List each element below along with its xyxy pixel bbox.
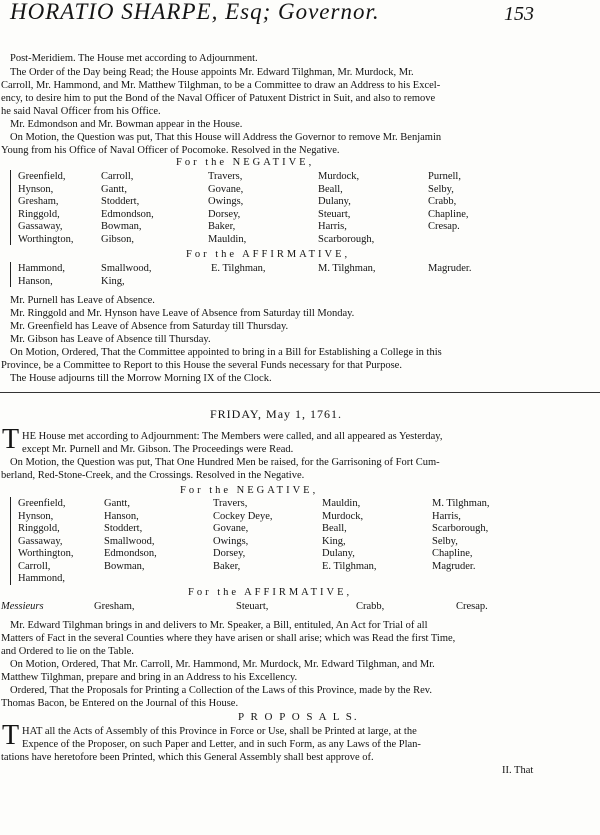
text-line: Mr. Edward Tilghman brings in and delivers to Mr. Speaker, a Bill, entituled, An Act for Trial of all (10, 620, 428, 631)
text-line: Ordered, That the Proposals for Printing a Collection of the Laws of this Province, made by the Rev. (10, 685, 432, 696)
member-name: King, (101, 275, 125, 287)
affirmative-heading: For the AFFIRMATIVE, (186, 249, 351, 260)
text-line: The Order of the Day being Read; the House appoints Mr. Edward Tilghman, Mr. Murdock, Mr. (10, 67, 414, 78)
affirmative-heading: For the AFFIRMATIVE, (188, 587, 353, 598)
member-name: Beall, (318, 183, 343, 195)
member-name: Selby, (432, 535, 458, 547)
brace (10, 262, 14, 287)
member-name: Gassaway, (18, 221, 63, 232)
member-name: Travers, (213, 498, 248, 509)
member-name: Dulany, (318, 196, 351, 207)
negative-heading: For the NEGATIVE, (180, 485, 319, 496)
text-line: Mr. Greenfield has Leave of Absence from Saturday till Thursday. (10, 321, 289, 332)
member-name: Gantt, (101, 183, 127, 195)
member-name: Gresham, (18, 196, 59, 207)
member-name: Beall, (322, 523, 347, 534)
member-name: Carroll, (18, 560, 51, 572)
proposals-drop-cap: T (2, 720, 20, 751)
member-name: Worthington, (18, 233, 74, 245)
text-line: Matters of Fact in the several Counties where they have arisen or shall arise; which was Read the first Time, (1, 633, 456, 644)
text-line: On Motion, the Question was put, That One Hundred Men be raised, for the Garrisoning of Fort Cum- (10, 457, 440, 468)
member-name: Magruder. (428, 263, 472, 274)
member-name: Dorsey, (208, 208, 241, 220)
member-name: Ringgold, (18, 208, 60, 220)
member-name: Hammond, (18, 573, 65, 584)
member-name: Harris, (318, 221, 347, 232)
member-name: Edmondson, (104, 548, 157, 559)
text-line: Mr. Ringgold and Mr. Hynson have Leave of Absence from Saturday till Monday. (10, 308, 355, 319)
messieurs-label: Messieurs (1, 601, 44, 612)
member-name: Baker, (208, 221, 236, 232)
text-line: On Motion, Ordered, That Mr. Carroll, Mr. Hammond, Mr. Murdock, Mr. Edward Tilghman, and Mr. (10, 659, 435, 670)
member-name: Mauldin, (208, 233, 247, 245)
text-line: Matthew Tilghman, prepare and bring in an Address to his Excellency. (1, 672, 298, 683)
member-name: Gantt, (104, 498, 130, 509)
member-name: Hynson, (18, 510, 54, 522)
text-line: The House adjourns till the Morrow Morning IX of the Clock. (10, 373, 272, 384)
member-name: Cockey Deye, (213, 510, 273, 522)
member-name: Scarborough, (432, 523, 489, 534)
member-name: Hanson, (104, 510, 139, 522)
text-line: Province, be a Committee to Report to this House the several Funds necessary for that Purpose. (1, 360, 402, 371)
member-name: Scarborough, (318, 233, 375, 245)
day-heading: FRIDAY, May 1, 1761. (210, 407, 343, 421)
text-line: and Ordered to lie on the Table. (1, 646, 134, 657)
member-name: Purnell, (428, 171, 461, 182)
text-line: except Mr. Purnell and Mr. Gibson. The Proceedings were Read. (22, 444, 294, 455)
text-line: Mr. Purnell has Leave of Absence. (10, 295, 155, 306)
text-line: Post-Meridiem. The House met according to Adjournment. (10, 53, 258, 64)
member-name: Travers, (208, 171, 243, 182)
member-name: Cresap. (456, 601, 488, 612)
drop-cap: T (2, 424, 20, 455)
member-name: Smallwood, (104, 535, 155, 547)
member-name: Hammond, (18, 263, 65, 274)
text-line: Thomas Bacon, be Entered on the Journal of this House. (1, 698, 239, 709)
member-name: Greenfield, (18, 498, 66, 509)
member-name: M. Tilghman, (432, 498, 490, 509)
member-name: Govane, (208, 183, 244, 195)
catchword: II. That (502, 765, 534, 776)
member-name: Murdock, (318, 171, 360, 182)
member-name: Hynson, (18, 183, 54, 195)
member-name: Owings, (213, 535, 249, 547)
member-name: Ringgold, (18, 523, 60, 534)
member-name: Dulany, (322, 548, 355, 559)
text-line: Young from his Office of Naval Officer of Pocomoke. Resolved in the Negative. (1, 145, 340, 156)
member-name: Bowman, (104, 560, 145, 572)
member-name: Carroll, (101, 171, 134, 182)
member-name: Chapline, (428, 208, 469, 220)
member-name: Govane, (213, 523, 249, 534)
section-divider (0, 392, 600, 393)
text-line: Mr. Gibson has Leave of Absence till Thursday. (10, 334, 211, 345)
member-name: King, (322, 535, 346, 547)
running-head-title: HORATIO SHARPE, Esq; Governor. (10, 0, 380, 24)
text-line: Carroll, Mr. Hammond, and Mr. Matthew Tilghman, to be a Committee to draw an Address to his Excel- (1, 80, 441, 91)
text-line: he said Naval Officer from his Office. (1, 106, 161, 117)
member-name: E. Tilghman, (322, 560, 377, 572)
brace (10, 497, 14, 585)
member-name: Dorsey, (213, 548, 246, 559)
page-number: 153 (504, 3, 534, 25)
member-name: Baker, (213, 560, 241, 572)
member-name: Bowman, (101, 221, 142, 232)
member-name: Harris, (432, 510, 461, 522)
member-name: Stoddert, (104, 523, 143, 534)
brace (10, 170, 14, 245)
text-line: ency, to desire him to put the Bond of the Naval Officer of Patuxent District in Suit, and also to remove (1, 93, 436, 104)
proposals-heading: P R O P O S A L S. (238, 711, 359, 723)
text-line: On Motion, the Question was put, That this House will Address the Governor to remove Mr. Benjamin (10, 132, 442, 143)
member-name: Magruder. (432, 560, 476, 572)
member-name: Smallwood, (101, 263, 152, 274)
member-name: Owings, (208, 196, 244, 207)
member-name: Cresap. (428, 221, 460, 232)
member-name: Stoddert, (101, 196, 140, 207)
member-name: Selby, (428, 183, 454, 195)
text-line: HAT all the Acts of Assembly of this Province in Force or Use, shall be Printed at large, at the (22, 726, 417, 737)
text-line: tations have heretofore been Printed, which this General Assembly shall best approve of. (1, 752, 374, 763)
member-name: Murdock, (322, 510, 364, 522)
member-name: Gibson, (101, 233, 134, 245)
member-name: Chapline, (432, 548, 473, 559)
member-name: Edmondson, (101, 208, 154, 220)
member-name: Gassaway, (18, 535, 63, 547)
text-line: HE House met according to Adjournment: The Members were called, and all appeared as Yesterday, (22, 431, 443, 442)
member-name: Gresham, (94, 601, 135, 612)
member-name: Mauldin, (322, 498, 361, 509)
member-name: Steuart, (236, 601, 269, 612)
negative-heading: For the NEGATIVE, (176, 157, 315, 168)
member-name: Greenfield, (18, 171, 66, 182)
text-line: Expence of the Proposer, on such Paper and Letter, and in such Form, as any Laws of the Plan- (22, 739, 421, 750)
member-name: Crabb, (356, 601, 385, 612)
member-name: Steuart, (318, 208, 351, 220)
text-line: On Motion, Ordered, That the Committee appointed to bring in a Bill for Establishing a College in this (10, 347, 442, 358)
text-line: berland, Red-Stone-Creek, and the Crossings. Resolved in the Negative. (1, 470, 305, 481)
member-name: E. Tilghman, (211, 263, 266, 274)
member-name: Worthington, (18, 548, 74, 559)
text-line: Mr. Edmondson and Mr. Bowman appear in the House. (10, 119, 243, 130)
member-name: Crabb, (428, 196, 457, 207)
member-name: Hanson, (18, 275, 53, 287)
member-name: M. Tilghman, (318, 263, 376, 274)
